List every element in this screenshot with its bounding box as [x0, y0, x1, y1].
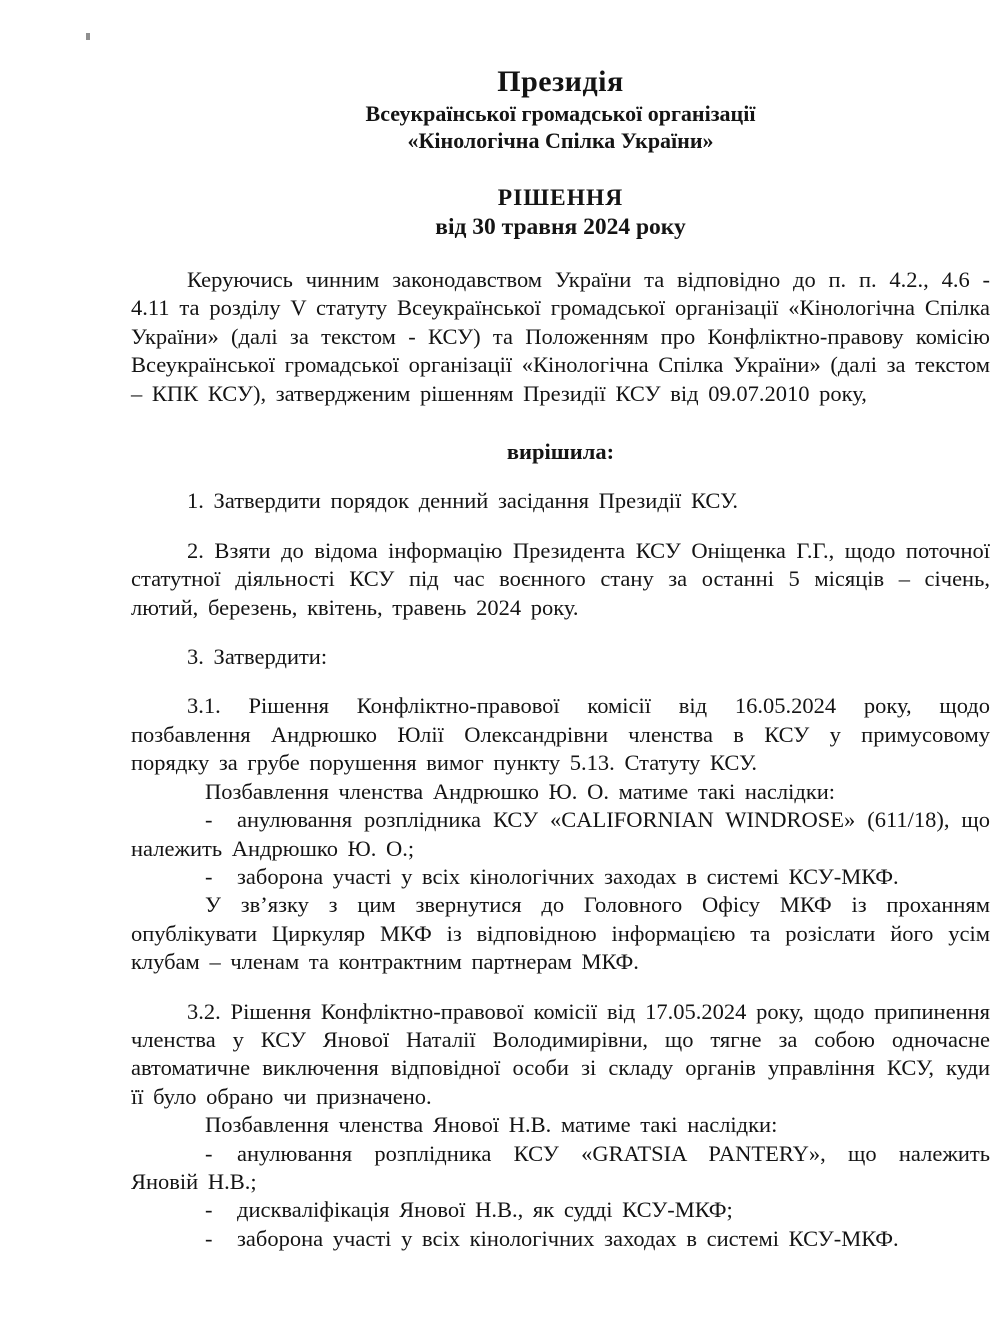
- item-3-1-intro: 3.1. Рішення Конфліктно-правової комісії від 16.05.2024 року, щодо позбавлення Андрюшко Юлії Олександрівни членства в КСУ у примусовому порядку за грубе порушення вимог пункту 5.13. Статуту КСУ.: [131, 693, 990, 776]
- item-3: 3. Затвердити:: [187, 644, 328, 670]
- item-2: 2. Взяти до відома інформацію Президента КСУ Оніщенка Г.Г., щодо поточної статутної діяльності КСУ під час воєнного стану за останні 5 місяців – січень, лютий, березень, квітень, травень 2024 року.: [131, 537, 990, 620]
- decision-heading-block: [131, 184, 990, 242]
- resolved-heading: вирішила:: [506, 439, 615, 465]
- doc-date-line: від 30 травня 2024 року: [435, 214, 686, 240]
- item-3-1-consequences-intro: Позбавлення членства Андрюшко Ю. О. матиме такі наслідки:: [205, 778, 836, 804]
- presidium-title: Президія: [497, 65, 624, 98]
- bullet-text: заборона участі у всіх кінологічних заходах в системі КСУ-МКФ.: [237, 863, 899, 889]
- item-3-1-bullet-annul: [131, 806, 990, 863]
- item-3-1-followup: У зв’язку з цим звернутися до Головного Офісу МКФ із проханням опублікувати Циркуляр МКФ із відповідною інформацією та розіслати його усім клубам – членам та контрактним партнерам МКФ.: [131, 892, 990, 975]
- bullet-dash: -: [205, 1140, 213, 1166]
- bullet-dash: -: [205, 1225, 213, 1251]
- org-name-line: «Кінологічна Спілка України»: [407, 128, 714, 153]
- org-type-line: Всеукраїнської громадської організації: [365, 101, 756, 126]
- document-body: [131, 266, 990, 1253]
- document-content: [131, 64, 990, 1253]
- scan-artifact-dot: [86, 33, 90, 40]
- item-3-2-bullet-ban: [131, 1225, 990, 1253]
- preamble-paragraph: Керуючись чинним законодавством України та відповідно до п. п. 4.2., 4.6 - 4.11 та розділу V статуту Всеукраїнської громадської організації «Кінологічна Спілка України» (далі за текстом - КСУ) та Положенням про Конфліктно-правову комісію Всеукраїнської громадської організації «Кінологічна Спілка України» (далі за текстом – КПК КСУ), затвердженим рішенням Президії КСУ від 09.07.2010 року,: [131, 267, 990, 406]
- bullet-dash: -: [205, 807, 213, 833]
- bullet-text: анулювання розплідника КСУ «CALIFORNIAN WINDROSE» (611/18), що належить Андрюшко Ю. О.;: [131, 807, 990, 861]
- bullet-text: заборона участі у всіх кінологічних заходах в системі КСУ-МКФ.: [237, 1225, 899, 1251]
- bullet-dash: -: [205, 1197, 213, 1223]
- item-3-2-intro: 3.2. Рішення Конфліктно-правової комісії від 17.05.2024 року, щодо припинення членства у КСУ Янової Наталії Володимирівни, що тягне за собою одночасне автоматичне виключення відповідної особи зі складу органів управління КСУ, куди її було обрано чи призначено.: [131, 998, 990, 1109]
- item-3-2-bullet-disqualification: [131, 1196, 990, 1224]
- doc-type-heading: РІШЕННЯ: [497, 185, 624, 211]
- item-3-2-consequences-intro: Позбавлення членства Янової Н.В. матиме такі наслідки:: [205, 1112, 778, 1138]
- item-3-1-bullet-ban: [131, 863, 990, 891]
- item-1: 1. Затвердити порядок денний засідання Президії КСУ.: [187, 488, 739, 514]
- document-header: [131, 64, 990, 242]
- item-3-2-bullet-annul: [131, 1140, 990, 1197]
- bullet-text: анулювання розплідника КСУ «GRATSIA PANTERY», що належить Яновій Н.В.;: [131, 1140, 990, 1194]
- bullet-text: дискваліфікація Янової Н.В., як судді КСУ-МКФ;: [237, 1197, 733, 1223]
- bullet-dash: -: [205, 863, 213, 889]
